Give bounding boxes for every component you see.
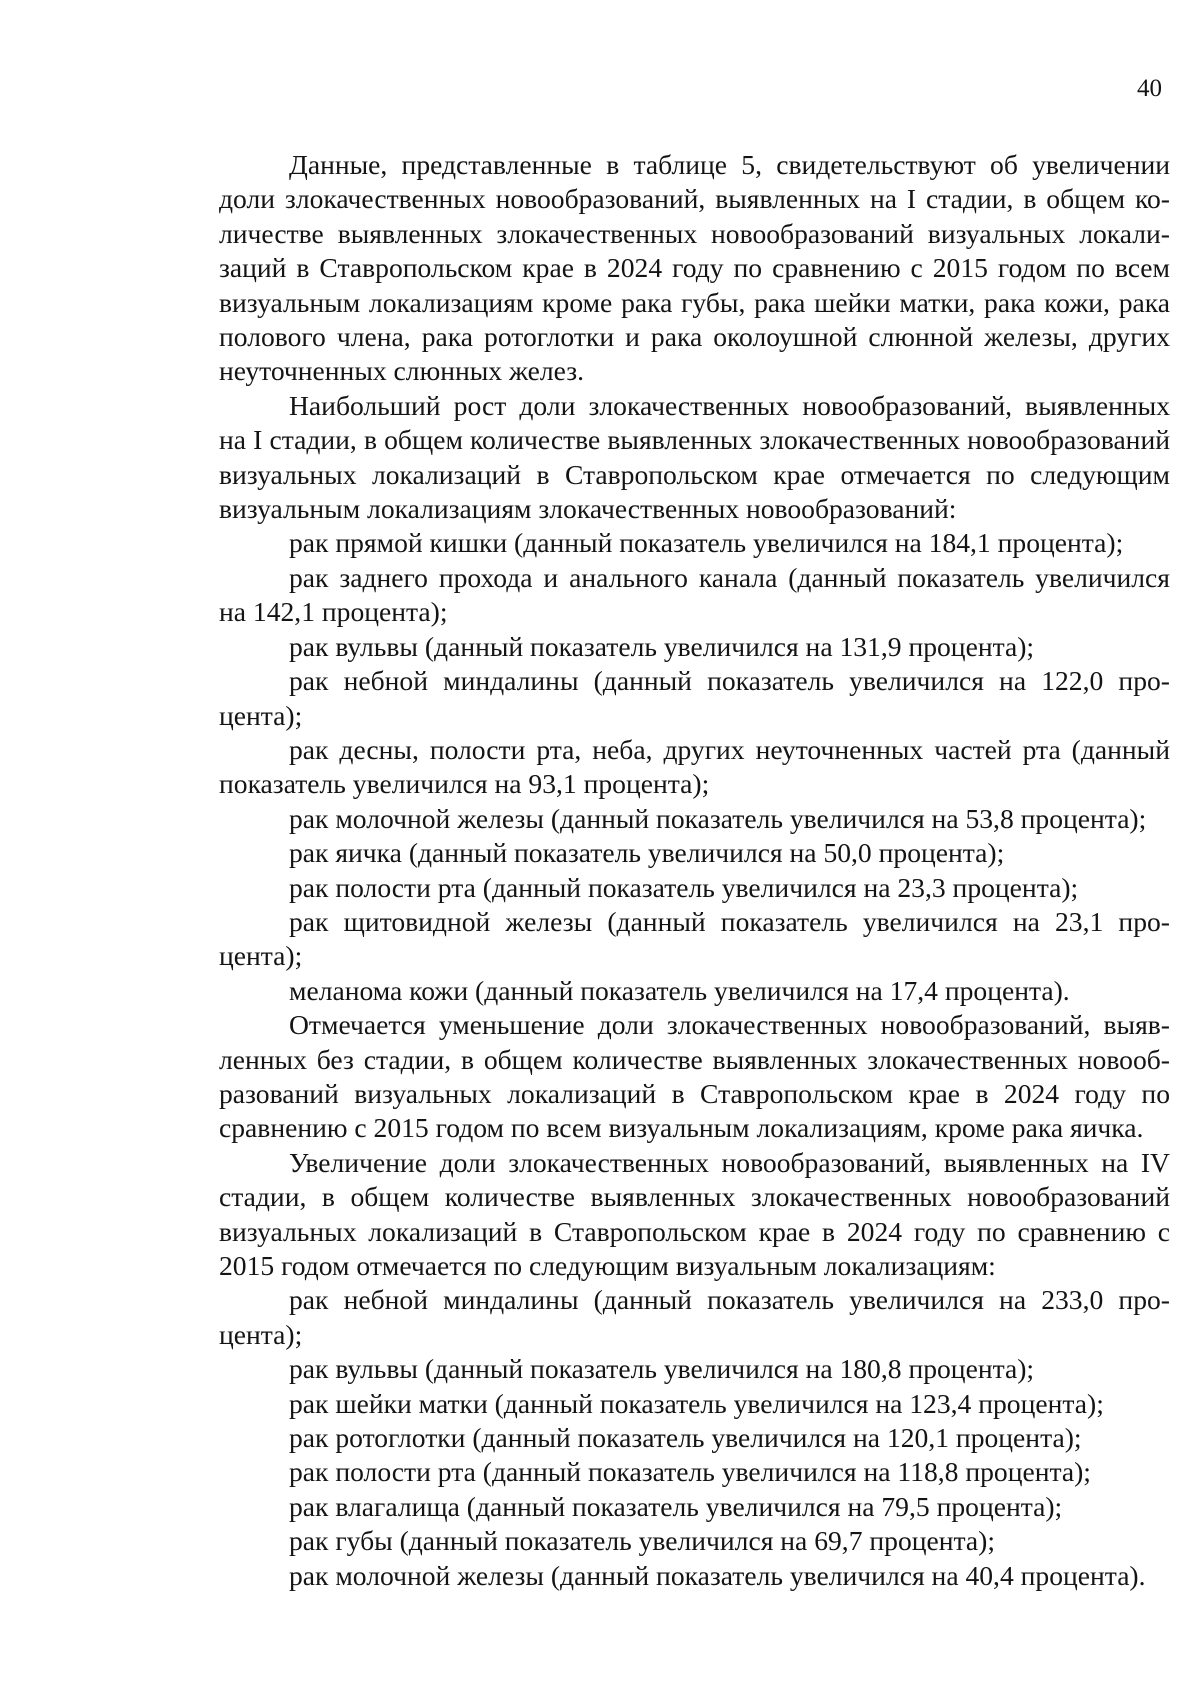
list-item: рак десны, полости рта, неба, других неуточненных частей рта (данный показатель увеличился на 93,1 процента); (219, 733, 1170, 800)
list-item: рак щитовидной железы (данный показатель увеличился на 23,1 процента); (219, 905, 1170, 972)
paragraph-no-stage-decrease: Отмечается уменьшение доли злокачественных новообразований, выявленных без стадии, в общем количестве выявленных злокачественных новообразований визуальных локализаций в Ставропольском крае в 2024 году по сравнению с 2015 годом по всем визуальным локализациям, кроме рака яичка. (219, 1009, 1170, 1144)
list-item: рак яичка (данный показатель увеличился на 50,0 процента); (289, 837, 1005, 869)
document-body (219, 148, 1170, 1593)
list-item: рак шейки матки (данный показатель увеличился на 123,4 процента); (289, 1387, 1104, 1419)
list-item: рак прямой кишки (данный показатель увеличился на 184,1 процента); (289, 527, 1124, 559)
list-item: рак заднего прохода и анального канала (данный показатель увеличился на 142,1 процента); (219, 561, 1170, 628)
list-item: рак полости рта (данный показатель увеличился на 118,8 процента); (289, 1456, 1091, 1488)
paragraph-intro: Данные, представленные в таблице 5, свидетельствуют об увеличении доли злокачественных новообразований, выявленных на I стадии, в общем количестве выявленных злокачественных новообразований визуальных локализаций в Ставропольском крае в 2024 году по сравнению с 2015 годом по всем визуальным локализациям кроме рака губы, рака шейки матки, рака кожи, рака полового члена, рака ротоглотки и рака околоушной слюнной железы, других неуточненных слюнных желез. (219, 149, 1170, 387)
list-item: рак небной миндалины (данный показатель увеличился на 122,0 процента); (219, 665, 1170, 731)
list-item: рак полости рта (данный показатель увеличился на 23,3 процента); (289, 871, 1079, 903)
paragraph-stage4-increase: Увеличение доли злокачественных новообразований, выявленных на IV стадии, в общем количестве выявленных злокачественных новообразований визуальных локализаций в Ставропольском крае в 2024 году по сравнению с 2015 годом отмечается по следующим визуальным локализациям: (219, 1146, 1170, 1281)
list-item: рак небной миндалины (данный показатель увеличился на 233,0 процента); (219, 1284, 1170, 1350)
list-item: рак вульвы (данный показатель увеличился на 180,8 процента); (289, 1353, 1035, 1385)
paragraph-stage1-growth: Наибольший рост доли злокачественных новообразований, выявленных на I стадии, в общем количестве выявленных злокачественных новообразований визуальных локализаций в Ставропольском крае отмечается по следующим визуальным локализациям злокачественных новообразований: (219, 389, 1170, 525)
list-item: рак губы (данный показатель увеличился на 69,7 процента); (289, 1525, 996, 1557)
list-item: рак ротоглотки (данный показатель увеличился на 120,1 процента); (289, 1422, 1082, 1454)
list-item: рак молочной железы (данный показатель увеличился на 53,8 процента); (289, 802, 1147, 834)
list-item: рак молочной железы (данный показатель увеличился на 40,4 процента). (289, 1559, 1146, 1591)
page-number: 40 (1137, 75, 1162, 102)
list-item: рак вульвы (данный показатель увеличился на 131,9 процента); (289, 630, 1035, 662)
list-item: меланома кожи (данный показатель увеличился на 17,4 процента). (289, 974, 1070, 1006)
list-item: рак влагалища (данный показатель увеличился на 79,5 процента); (289, 1490, 1063, 1522)
